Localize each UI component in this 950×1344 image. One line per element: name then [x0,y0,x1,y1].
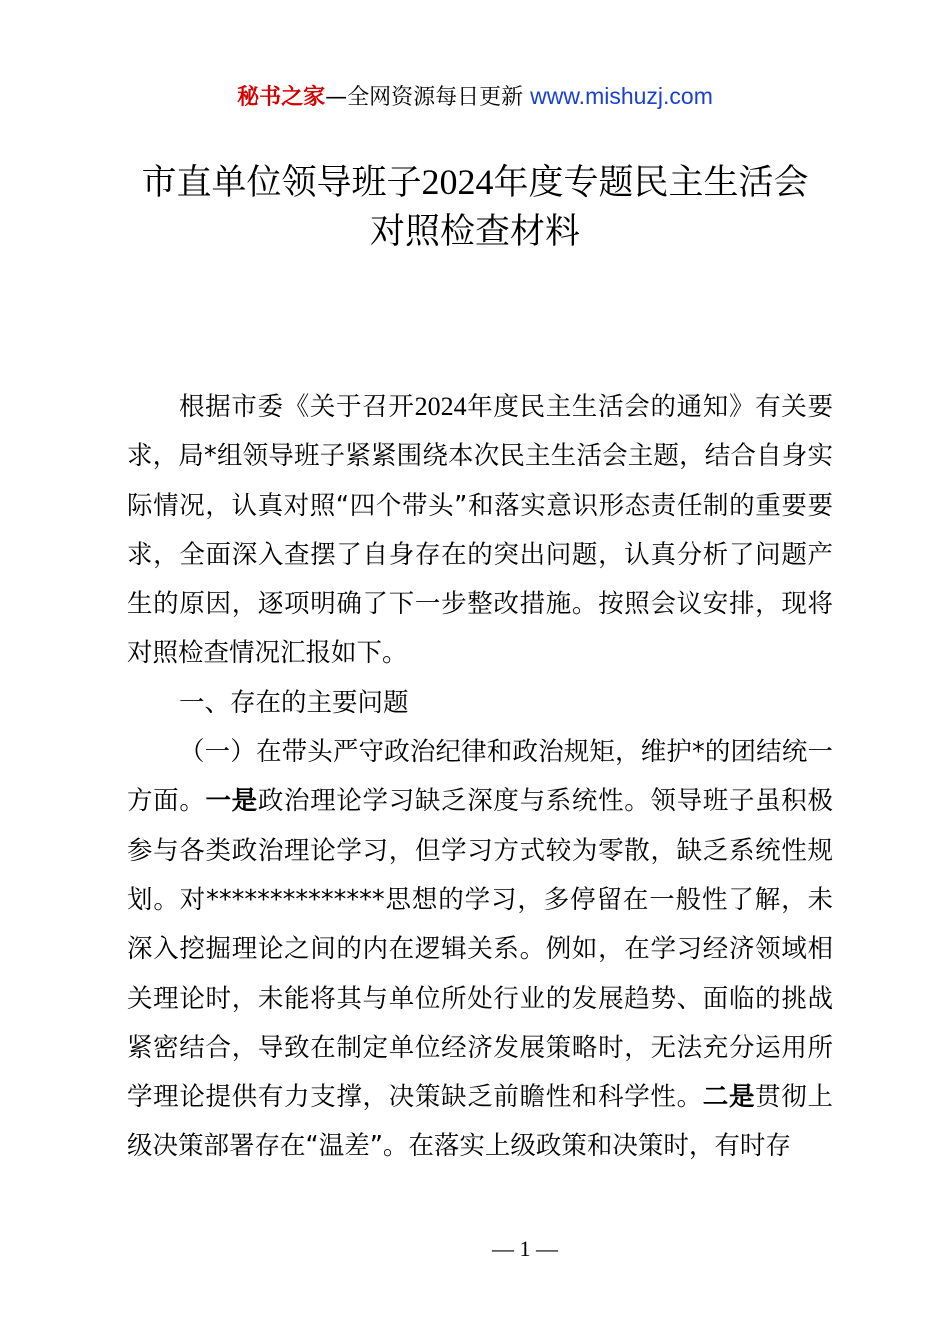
title-year: 2024 [421,162,494,202]
intro-paragraph [127,382,833,679]
point-two-label: 二是 [702,1082,756,1113]
issue-heading: （一）在带头严守政治纪律和政治规矩，维护*的团结统一方面。 [127,737,833,817]
site-brand: 秘书之家 [237,85,326,110]
site-url-link[interactable]: www.mishuzj.com [530,83,713,109]
issue-paragraph [127,728,833,1172]
site-slogan: —全网资源每日更新 [325,85,524,110]
intro-text-b: 年度民主生活会的通知》有关要求，局*组领导班子紧紧围绕本次民主生活会主题，结合自身实际情况，认真对照“四个带头”和落实意识形态责任制的重要要求，全面深入查摆了自身存在的突出问题，认真分析了问题产生的原因，逐项明确了下一步整改措施。按照会议安排，现将对照检查情况汇报如下。 [127,392,833,669]
point-one-label: 一是 [205,786,258,817]
page-number: — 1 — [492,1236,558,1261]
point-one-text: 政治理论学习缺乏深度与系统性。领导班子虽积极参与各类政治理论学习，但学习方式较为零散，缺乏系统性规划。对**************思想的学习，多停留在一般性了解，未深入挖掘理论之间的内在逻辑关系。例如，在学习经济领域相关理论时，未能将其与单位所处行业的发展趋势、面临的挑战紧密结合，导致在制定单位经济发展策略时，无法充分运用所学理论提供有力支撑，决策缺乏前瞻性和科学性。 [127,786,833,1113]
point-two-text: 贯彻上级决策部署存在“温差”。在落实上级政策和决策时，有时存 [127,1082,833,1162]
title-text-b: 年度专题民主生活会 [493,163,809,203]
intro-year: 2024 [414,392,467,421]
intro-text-a: 根据市委《关于召开 [179,392,415,422]
document-body [127,382,833,1172]
document-title-line-2: 对照检查材料 [369,212,580,252]
site-banner [0,80,950,114]
title-text-a: 市直单位领导班子 [141,163,422,203]
document-title-line-1 [0,156,950,209]
section-heading: 一、存在的主要问题 [179,687,409,718]
